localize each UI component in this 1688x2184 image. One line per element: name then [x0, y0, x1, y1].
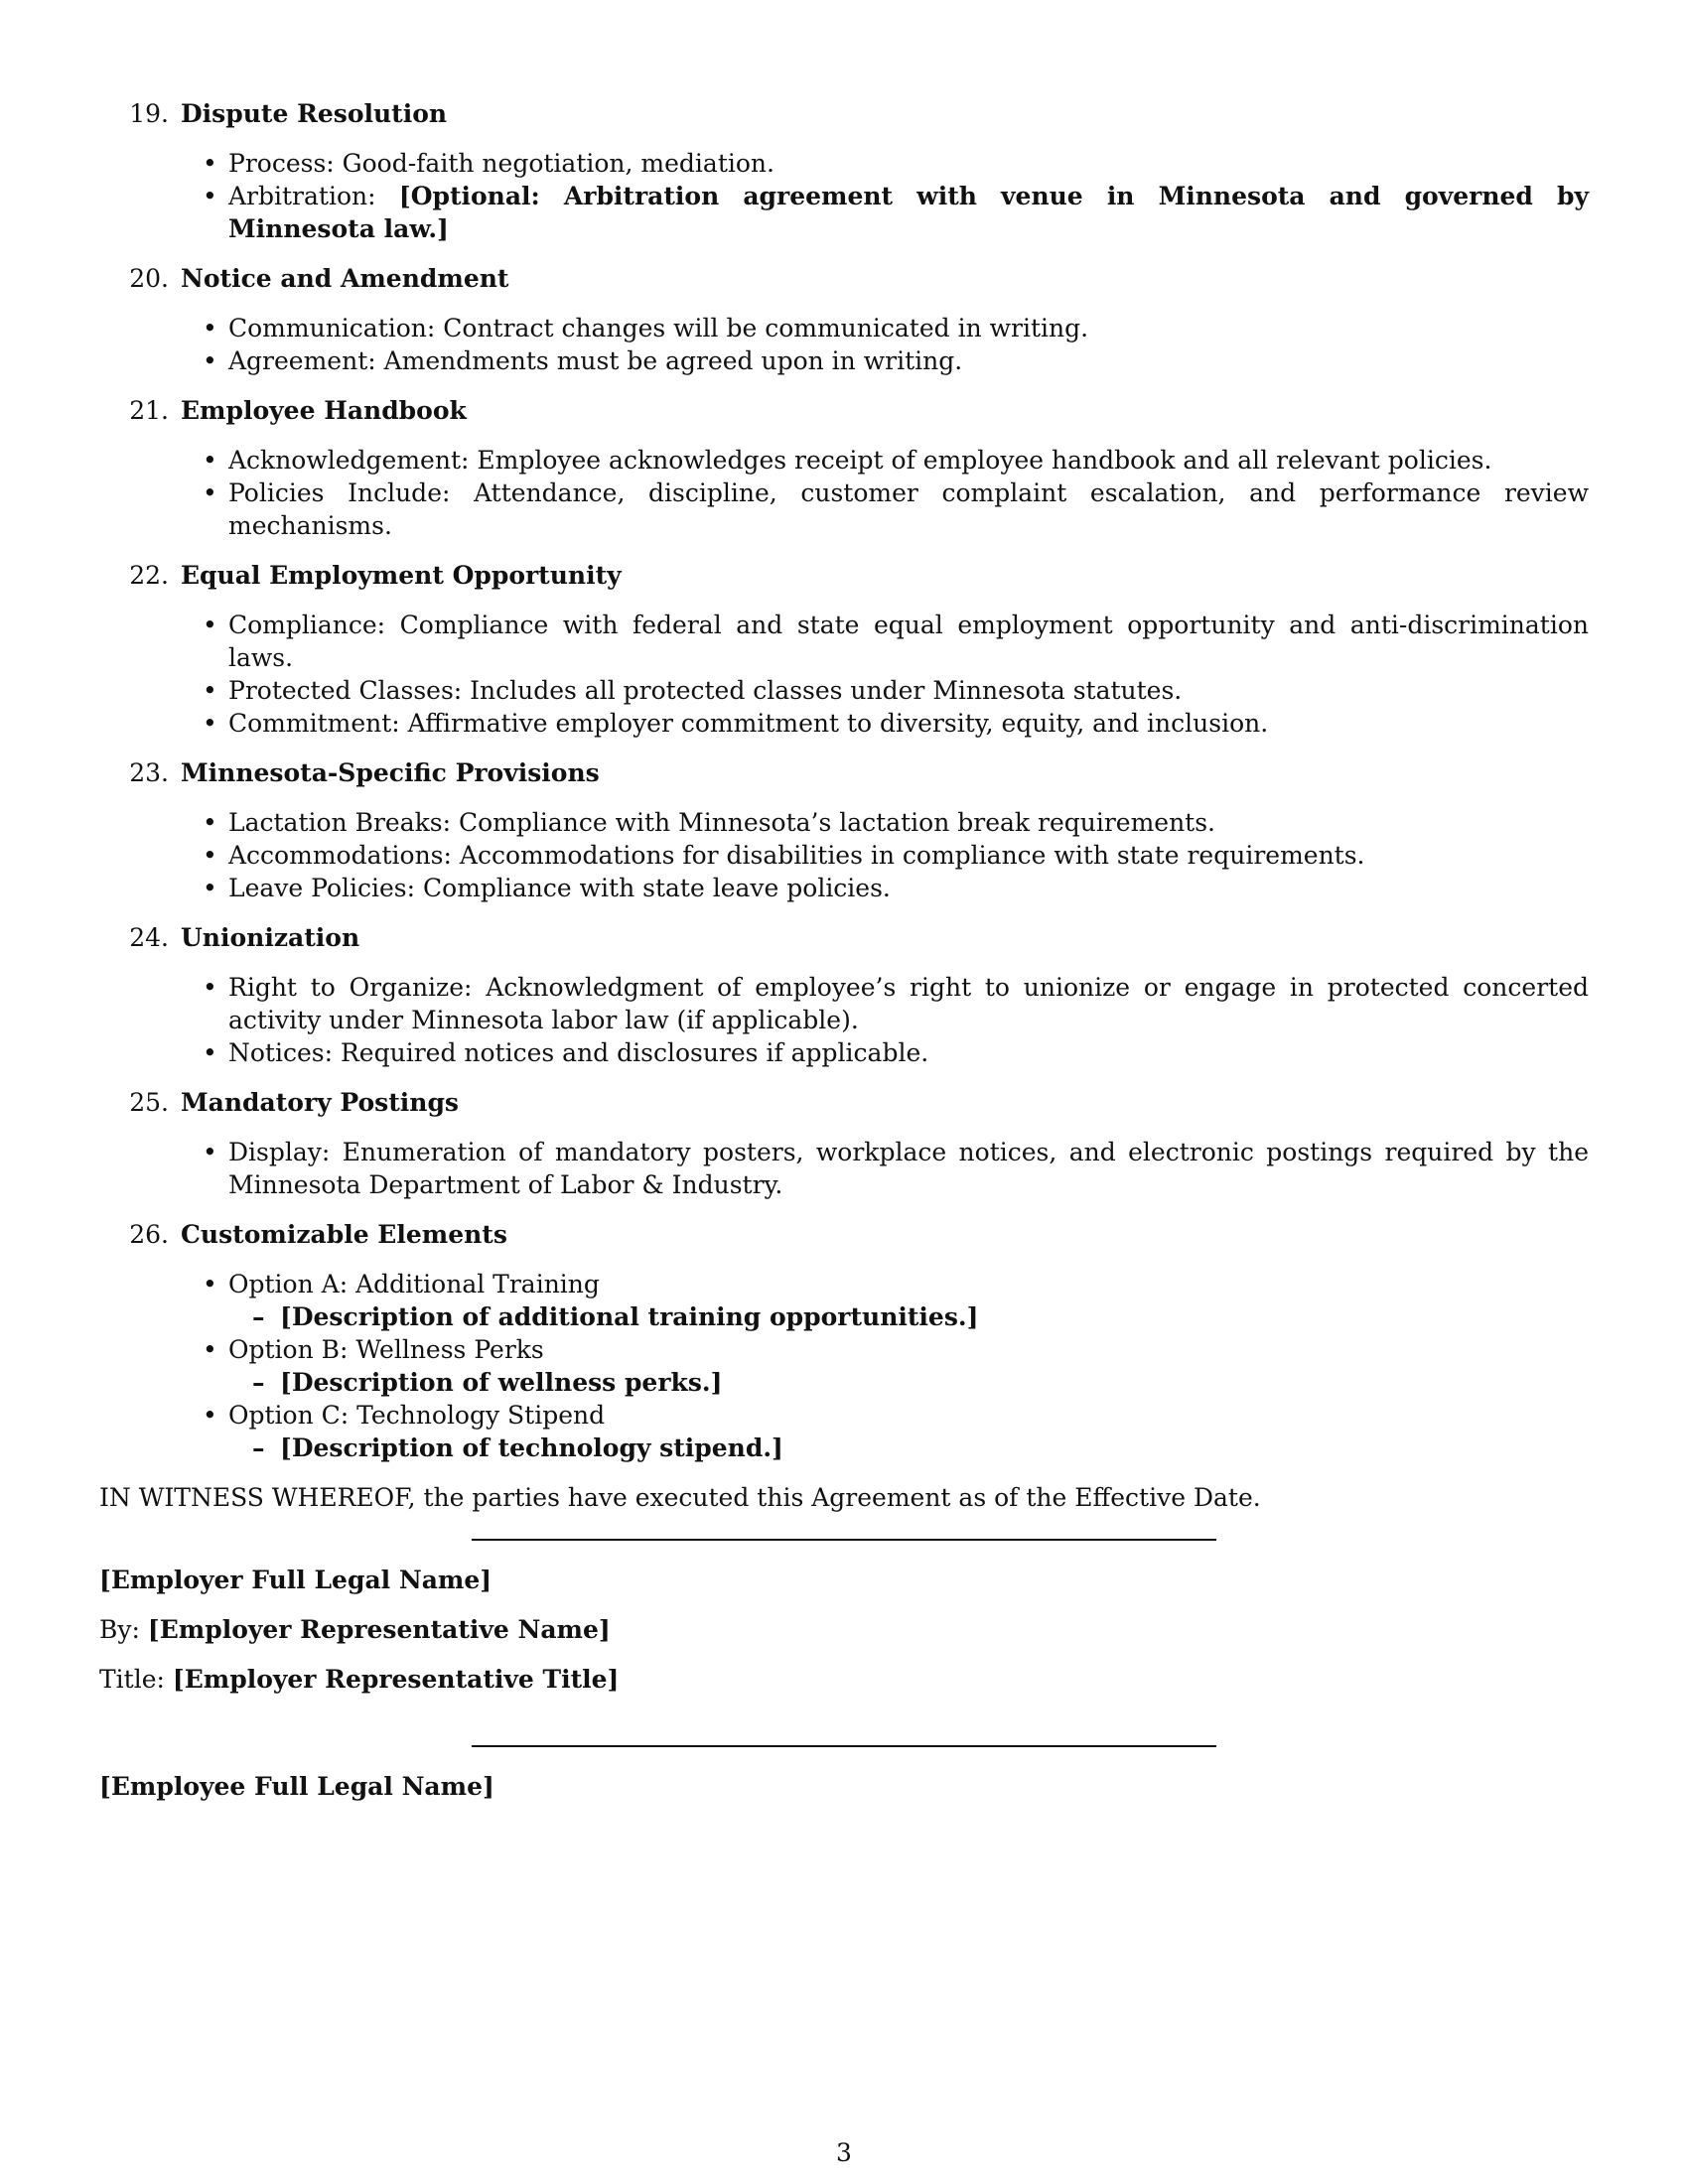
item-text: Compliance with federal and state equal employment opportunity and anti-discrimination laws. — [228, 611, 1589, 672]
item-label: Notices: — [228, 1038, 334, 1067]
employee-name: [Employee Full Legal Name] — [99, 1772, 494, 1801]
section-number: 19. — [129, 99, 169, 128]
section-heading — [99, 756, 1589, 789]
item-label: Compliance: — [228, 611, 386, 639]
item-label: Policies Include: — [228, 478, 451, 507]
list-item — [228, 180, 1589, 245]
section-heading — [99, 921, 1589, 954]
list-item — [228, 344, 1589, 377]
sub-list — [228, 1432, 1589, 1464]
title-label: Title: — [99, 1665, 165, 1694]
sub-list — [228, 1300, 1589, 1333]
list-item — [228, 1333, 1589, 1399]
list-item — [228, 1036, 1589, 1069]
section-title: Notice and Amendment — [181, 264, 509, 293]
section-number: 23. — [129, 758, 169, 787]
sub-item: – [Description of technology stipend.] — [280, 1432, 1589, 1464]
item-label: Protected Classes: — [228, 676, 463, 705]
item-text: Technology Stipend — [356, 1401, 606, 1430]
employer-representative-title: [Employer Representative Title] — [172, 1665, 620, 1694]
employer-title-line — [99, 1663, 1589, 1696]
employer-representative-line — [99, 1613, 1589, 1646]
item-label: Process: — [228, 149, 335, 178]
item-label: Commitment: — [228, 709, 400, 738]
section-number: 21. — [129, 396, 169, 425]
list-item — [228, 806, 1589, 839]
employer-name: [Employer Full Legal Name] — [99, 1566, 492, 1594]
list-item — [228, 609, 1589, 674]
employer-signature-line — [472, 1539, 1216, 1541]
list-item — [228, 444, 1589, 477]
witness-statement: IN WITNESS WHEREOF, the parties have executed this Agreement as of the Effective Date. — [99, 1483, 1261, 1512]
item-text: Compliance with Minnesota’s lactation break requirements. — [458, 808, 1216, 837]
section-number: 20. — [129, 264, 169, 293]
section-items — [99, 971, 1589, 1069]
item-label: Acknowledgement: — [228, 446, 470, 475]
section-number: 22. — [129, 561, 169, 590]
section-title: Employee Handbook — [181, 396, 467, 425]
section-items — [99, 147, 1589, 245]
section-list — [99, 97, 1589, 1464]
section-items — [99, 1136, 1589, 1201]
section-items — [99, 312, 1589, 377]
section-items — [99, 806, 1589, 904]
sub-list — [228, 1366, 1589, 1399]
section-title: Equal Employment Opportunity — [181, 561, 622, 590]
section-heading — [99, 1086, 1589, 1119]
section-title: Dispute Resolution — [181, 99, 448, 128]
list-item — [228, 839, 1589, 872]
section-title: Mandatory Postings — [181, 1088, 460, 1117]
item-text: Attendance, discipline, customer complaint escalation, and performance review mechanisms. — [228, 478, 1589, 540]
item-text: Enumeration of mandatory posters, workplace notices, and electronic postings required by the Minnesota Department of Labor & Industry. — [228, 1138, 1589, 1199]
item-placeholder: [Optional: Arbitration agreement with venue in Minnesota and governed by Minnesota law.] — [228, 182, 1589, 243]
item-label: Leave Policies: — [228, 874, 416, 902]
item-text: Compliance with state leave policies. — [423, 874, 891, 902]
item-label: Communication: — [228, 314, 436, 342]
item-text: Contract changes will be communicated in writing. — [443, 314, 1089, 342]
section-heading — [99, 1218, 1589, 1251]
section-items — [99, 609, 1589, 740]
item-text: Accommodations for disabilities in compliance with state requirements. — [459, 841, 1365, 870]
item-label: Arbitration: — [228, 182, 376, 210]
item-text: Acknowledgment of employee’s right to unionize or engage in protected concerted activity under Minnesota labor law (if applicable). — [228, 973, 1589, 1034]
section-heading — [99, 394, 1589, 427]
item-label: Option A: — [228, 1270, 349, 1298]
item-label: Lactation Breaks: — [228, 808, 452, 837]
section-number: 24. — [129, 923, 169, 952]
item-text: Additional Training — [355, 1270, 600, 1298]
list-item — [228, 1268, 1589, 1333]
list-item — [228, 674, 1589, 707]
item-label: Right to Organize: — [228, 973, 473, 1002]
section-title: Customizable Elements — [181, 1220, 507, 1249]
section-title: Unionization — [181, 923, 360, 952]
item-text: Required notices and disclosures if applicable. — [340, 1038, 929, 1067]
list-item — [228, 477, 1589, 542]
item-label: Option B: — [228, 1335, 349, 1364]
by-label: By: — [99, 1615, 140, 1644]
list-item — [228, 147, 1589, 180]
sub-item: – [Description of wellness perks.] — [280, 1366, 1589, 1399]
list-item — [228, 1399, 1589, 1464]
page-number: 3 — [836, 2138, 852, 2167]
item-label: Accommodations: — [228, 841, 452, 870]
employer-representative-name: [Employer Representative Name] — [147, 1615, 611, 1644]
list-item — [228, 707, 1589, 740]
section-heading — [99, 97, 1589, 130]
list-item — [228, 312, 1589, 344]
section-heading — [99, 262, 1589, 295]
document-body — [99, 97, 1589, 1803]
item-text: Amendments must be agreed upon in writing. — [383, 346, 963, 375]
employee-signature-line — [472, 1745, 1216, 1747]
list-item — [228, 872, 1589, 904]
item-text: Wellness Perks — [355, 1335, 544, 1364]
item-text: Employee acknowledges receipt of employee handbook and all relevant policies. — [477, 446, 1492, 475]
item-text: Includes all protected classes under Minnesota statutes. — [470, 676, 1183, 705]
item-text: Affirmative employer commitment to diversity, equity, and inclusion. — [407, 709, 1269, 738]
section-items — [99, 1268, 1589, 1464]
section-items — [99, 444, 1589, 542]
section-number: 25. — [129, 1088, 169, 1117]
section-title: Minnesota-Specific Provisions — [181, 758, 600, 787]
sub-item: – [Description of additional training opportunities.] — [280, 1300, 1589, 1333]
item-label: Agreement: — [228, 346, 376, 375]
list-item — [228, 1136, 1589, 1201]
list-item — [228, 971, 1589, 1036]
section-number: 26. — [129, 1220, 169, 1249]
section-heading — [99, 559, 1589, 592]
item-label: Option C: — [228, 1401, 350, 1430]
item-text: Good-faith negotiation, mediation. — [342, 149, 774, 178]
item-label: Display: — [228, 1138, 331, 1166]
